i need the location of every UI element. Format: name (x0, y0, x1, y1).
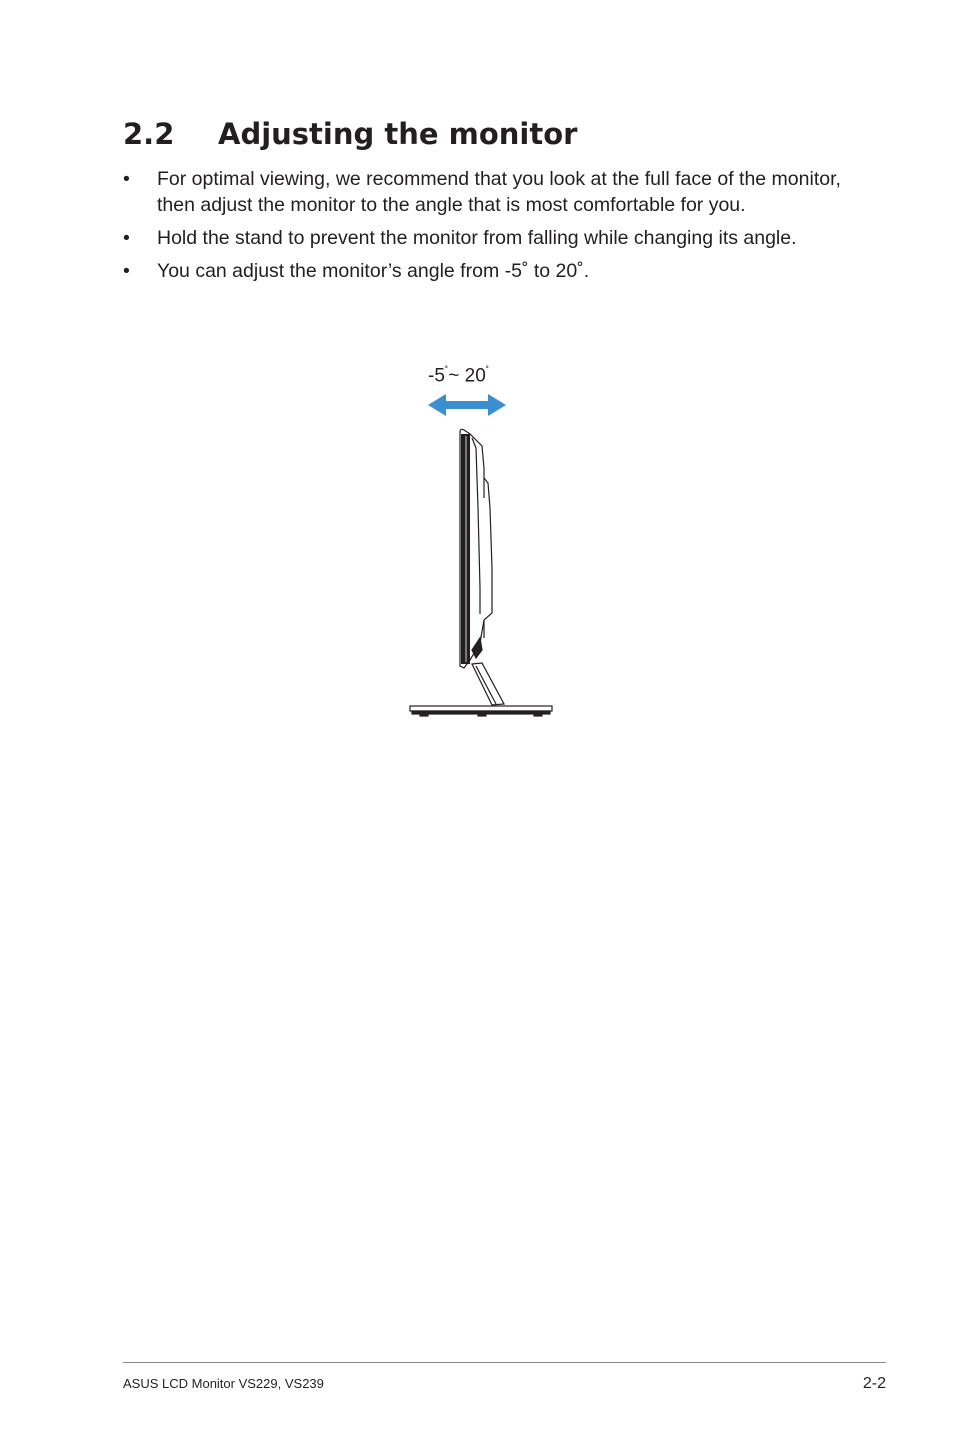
tilt-arrow-icon (428, 394, 506, 416)
bullet-icon: • (123, 168, 130, 190)
degree-mark: ˚ (444, 366, 449, 377)
bullet-icon: • (123, 227, 130, 249)
tilt-range-label (428, 360, 489, 388)
footer-product-name: ASUS LCD Monitor VS229, VS239 (123, 1376, 324, 1391)
bullet-icon: • (123, 260, 130, 282)
footer-divider (123, 1362, 886, 1363)
bullet-text: For optimal viewing, we recommend that you look at the full face of the monitor, then adjust the monitor to the angle that is most comfortable for you. (157, 168, 841, 216)
degree-mark: ˚ (485, 366, 490, 377)
list-item (123, 258, 843, 284)
list-item (123, 225, 843, 251)
section-title: Adjusting the monitor (218, 117, 578, 151)
bullet-list (123, 166, 843, 291)
bullet-text: You can adjust the monitor’s angle from -5˚ to 20˚. (157, 260, 590, 282)
monitor-base (410, 706, 552, 716)
bullet-text: Hold the stand to prevent the monitor from falling while changing its angle. (157, 227, 797, 249)
monitor-panel (460, 429, 492, 668)
monitor-side-view-illustration (400, 388, 570, 723)
page-number: 2-2 (862, 1375, 886, 1392)
tilt-max-value: ~ 20 (448, 365, 486, 387)
section-heading (123, 114, 577, 154)
monitor-stand (472, 663, 504, 705)
section-number: 2.2 (123, 117, 175, 151)
tilt-min-value: -5 (428, 365, 445, 387)
list-item (123, 166, 843, 218)
